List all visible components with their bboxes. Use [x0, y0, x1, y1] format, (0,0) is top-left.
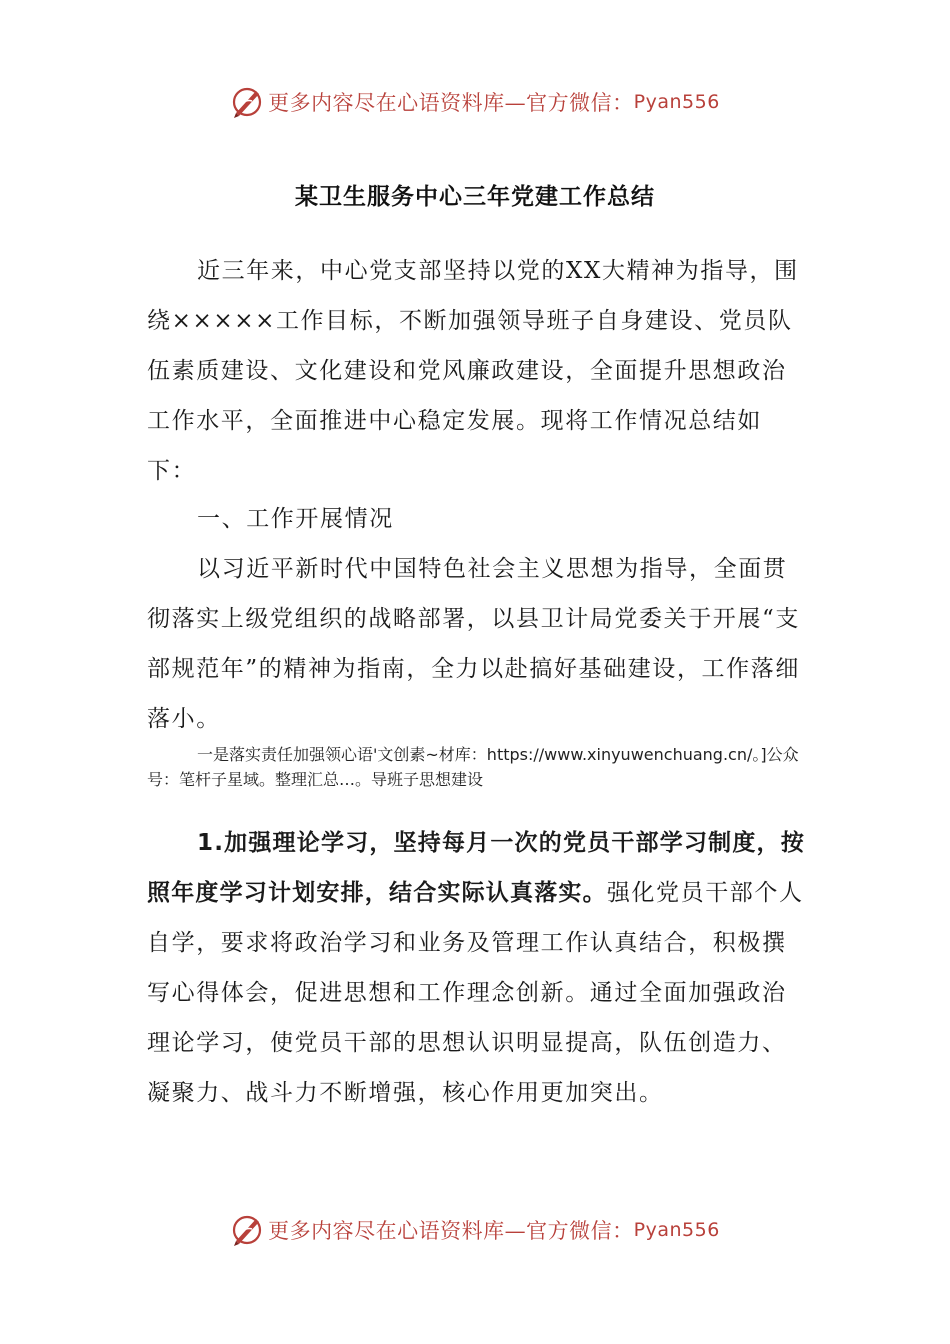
banner-contact: Pyan556 [633, 1219, 720, 1241]
pen-logo-icon [230, 85, 264, 119]
document-title: 某卫生服务中心三年党建工作总结 [295, 184, 655, 210]
pen-logo-icon [230, 1213, 264, 1247]
item-1-body: 强化党员干部个人自学，要求将政治学习和业务及管理工作认真结合，积极撰写心得体会，促进思想和工作理念创新。通过全面加强政治理论学习，使党员干部的思想认识明显提高，队伍创造力、凝聚力、战斗力不断增强，核心作用更加突出。 [147, 880, 804, 1106]
item-1-bold-lead: 1.加强理论学习，坚持每月一次的党员干部学习制度，按照年度学习计划安排，结合实际认真落实。 [147, 830, 805, 906]
watermark-note: 一是落实责任加强领心语'文创素~材库：https://www.xinyuwenchuang.cn/。]公众号：笔杆子星域。整理汇总…。导班子思想建设 [147, 745, 799, 789]
banner-contact: Pyan556 [633, 91, 720, 113]
banner-text: 更多内容尽在心语资料库—官方微信： [268, 91, 634, 115]
section-heading: 一、工作开展情况 [197, 506, 394, 532]
banner-text: 更多内容尽在心语资料库—官方微信： [268, 1219, 634, 1243]
footer-banner [0, 1210, 950, 1250]
intro-paragraph: 近三年来，中心党支部坚持以党的XX大精神为指导，围绕×××××工作目标，不断加强领导班子自身建设、党员队伍素质建设、文化建设和党风廉政建设，全面提升思想政治工作水平，全面推进中心稳定发展。现将工作情况总结如下： [147, 258, 799, 484]
guidance-paragraph: 以习近平新时代中国特色社会主义思想为指导，全面贯彻落实上级党组织的战略部署，以县卫计局党委关于开展“支部规范年”的精神为指南，全力以赴搞好基础建设，工作落细落小。 [147, 556, 800, 732]
header-banner [0, 82, 950, 122]
item-1-paragraph [147, 818, 807, 1118]
